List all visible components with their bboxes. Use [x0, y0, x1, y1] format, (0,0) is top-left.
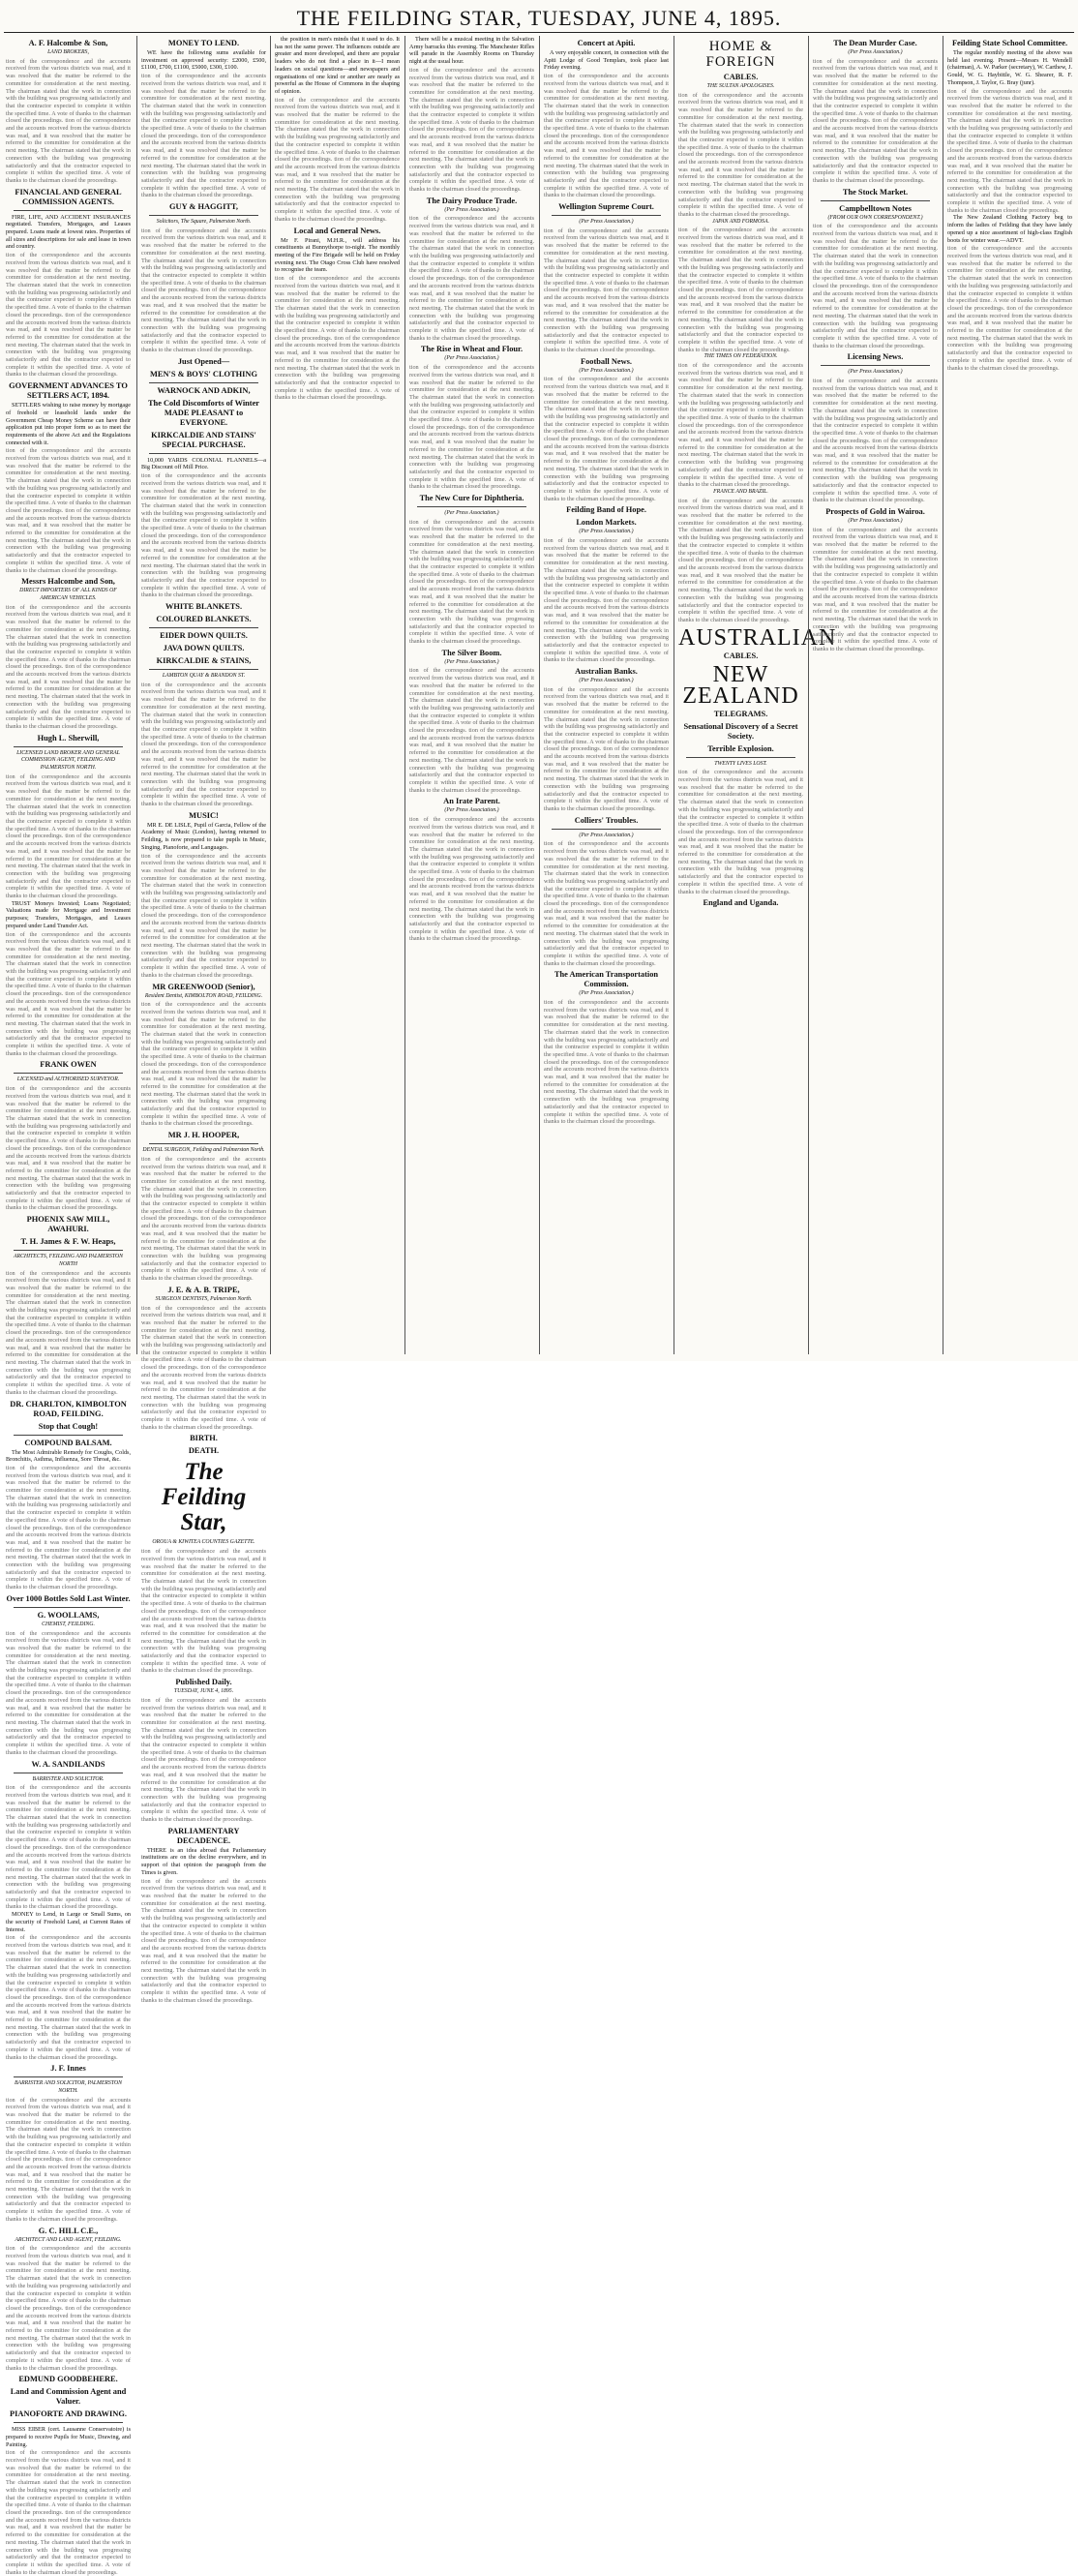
heading: (Per Press Association.)	[579, 367, 634, 374]
heading: DENTAL SURGEON, Feilding and Palmerston North.	[142, 1147, 265, 1154]
heading: BIRTH.	[190, 1434, 218, 1443]
heading: BARRISTER AND SOLICITOR, PALMERSTON NORTH.	[14, 2080, 122, 2094]
body-texture: tion of the correspondence and the accounts received from the various districts was read, and it was resolved that the matter be referred to the committee for consideration at the next meeting. The chairman stated that the work in connection with the building was progressing satisfactorily and that the contractor expected to complete it within the specified time. A vote of thanks to the chairman closed the proceedings. tion of the correspondence and the accounts received from the various districts was read, and it was resolved that the matter be referred to the committee for consideration at the next meeting. The chairman stated that the work in connection with the building was progressing satisfactorily and that the contractor expected to complete it within the specified time. A vote of thanks to the chairman closed the proceedings.	[141, 852, 266, 979]
section-divider	[552, 829, 661, 830]
body-texture: tion of the correspondence and the accounts received from the various districts was read, and it was resolved that the matter be referred to the committee for consideration at the next meeting. The chairman stated that the work in connection with the building was progressing satisfactorily and that the contractor expected to complete it within the specified time. A vote of thanks to the chairman closed the proceedings. tion of the correspondence and the accounts received from the various districts was read, and it was resolved that the matter be referred to the committee for consideration at the next meeting. The chairman stated that the work in connection with the building was progressing satisfactorily and that the contractor expected to complete it within the specified time. A vote of thanks to the chairman closed the proceedings.	[141, 1548, 266, 1675]
body-texture: tion of the correspondence and the accounts received from the various districts was read, and it was resolved that the matter be referred to the committee for consideration at the next meeting. The chairman stated that the work in connection with the building was progressing satisfactorily and that the contractor expected to complete it within the specified time. A vote of thanks to the chairman closed the proceedings. tion of the correspondence and the accounts received from the various districts was read, and it was resolved that the matter be referred to the committee for consideration at the next meeting. The chairman stated that the work in connection with the building was progressing satisfactorily and that the contractor expected to complete it within the specified time. A vote of thanks to the chairman closed the proceedings.	[141, 472, 266, 599]
heading: JAVA DOWN QUILTS.	[163, 644, 245, 653]
column-separator	[404, 36, 405, 1354]
section-divider	[149, 627, 258, 628]
body-texture: tion of the correspondence and the accounts received from the various districts was read, and it was resolved that the matter be referred to the committee for consideration at the next meeting. The chairman stated that the work in connection with the building was progressing satisfactorily and that the contractor expected to complete it within the specified time. A vote of thanks to the chairman closed the proceedings. tion of the correspondence and the accounts received from the various districts was read, and it was resolved that the matter be referred to the committee for consideration at the next meeting. The chairman stated that the work in connection with the building was progressing satisfactorily and that the contractor expected to complete it within the specified time. A vote of thanks to the chairman closed the proceedings.	[813, 526, 938, 652]
body-texture: tion of the correspondence and the accounts received from the various districts was read, and it was resolved that the matter be referred to the committee for consideration at the next meeting. The chairman stated that the work in connection with the building was progressing satisfactorily and that the contractor expected to complete it within the specified time. A vote of thanks to the chairman closed the proceedings. tion of the correspondence and the accounts received from the various districts was read, and it was resolved that the matter be referred to the committee for consideration at the next meeting. The chairman stated that the work in connection with the building was progressing satisfactorily and that the contractor expected to complete it within the specified time. A vote of thanks to the chairman closed the proceedings.	[678, 769, 803, 895]
section-divider	[149, 382, 258, 383]
heading: EIDER DOWN QUILTS.	[160, 631, 248, 641]
heading: HOME & FOREIGN	[705, 39, 776, 70]
body-texture: tion of the correspondence and the accounts received from the various districts was read, and it was resolved that the matter be referred to the committee for consideration at the next meeting. The chairman stated that the work in connection with the building was progressing satisfactorily and that the contractor expected to complete it within the specified time. A vote of thanks to the chairman closed the proceedings. tion of the correspondence and the accounts received from the various districts was read, and it was resolved that the matter be referred to the committee for consideration at the next meeting. The chairman stated that the work in connection with the building was progressing satisfactorily and that the contractor expected to complete it within the specified time. A vote of thanks to the chairman closed the proceedings.	[947, 245, 1072, 372]
heading: EDMUND GOODBEHERE.	[18, 2375, 118, 2384]
body-texture: tion of the correspondence and the accounts received from the various districts was read, and it was resolved that the matter be referred to the committee for consideration at the next meeting. The chairman stated that the work in connection with the building was progressing satisfactorily and that the contractor expected to complete it within the specified time. A vote of thanks to the chairman closed the proceedings. tion of the correspondence and the accounts received from the various districts was read, and it was resolved that the matter be referred to the committee for consideration at the next meeting. The chairman stated that the work in connection with the building was progressing satisfactorily and that the contractor expected to complete it within the specified time. A vote of thanks to the chairman closed the proceedings.	[6, 930, 131, 1057]
heading: Licensing News.	[847, 352, 904, 362]
heading: The Stock Market.	[842, 187, 909, 197]
article-text: A very enjoyable concert, in connection with the Apiti Lodge of Good Templars, took place last Friday evening.	[544, 49, 669, 72]
heading: CHEMIST, FEILDING.	[42, 1621, 95, 1627]
article-text: FIRE, LIFE, AND ACCIDENT INSURANCES negotiated. Transfers, Mortgages, and Leases prepared. Loans made at lowest rates. Properties of all sizes and descriptions for sale and lease in town and country.	[6, 213, 131, 251]
heading: (Per Press Association.)	[848, 517, 903, 524]
column-5	[544, 36, 669, 1354]
heading: SURGEON DENTISTS, Palmerston North.	[155, 1295, 253, 1302]
heading: MR GREENWOOD (Senior),	[152, 982, 255, 991]
body-texture: tion of the correspondence and the accounts received from the various districts was read, and it was resolved that the matter be referred to the committee for consideration at the next meeting. The chairman stated that the work in connection with the building was progressing satisfactorily and that the contractor expected to complete it within the specified time. A vote of thanks to the chairman closed the proceedings. tion of the correspondence and the accounts received from the various districts was read, and it was resolved that the matter be referred to the committee for consideration at the next meeting. The chairman stated that the work in connection with the building was progressing satisfactorily and that the contractor expected to complete it within the specified time. A vote of thanks to the chairman closed the proceedings.	[813, 378, 938, 504]
section-divider	[821, 365, 930, 366]
body-texture: tion of the correspondence and the accounts received from the various districts was read, and it was resolved that the matter be referred to the committee for consideration at the next meeting. The chairman stated that the work in connection with the building was progressing satisfactorily and that the contractor expected to complete it within the specified time. A vote of thanks to the chairman closed the proceedings. tion of the correspondence and the accounts received from the various districts was read, and it was resolved that the matter be referred to the committee for consideration at the next meeting. The chairman stated that the work in connection with the building was progressing satisfactorily and that the contractor expected to complete it within the specified time. A vote of thanks to the chairman closed the proceedings.	[275, 96, 400, 223]
section-divider	[149, 1143, 258, 1144]
body-texture: tion of the correspondence and the accounts received from the various districts was read, and it was resolved that the matter be referred to the committee for consideration at the next meeting. The chairman stated that the work in connection with the building was progressing satisfactorily and that the contractor expected to complete it within the specified time. A vote of thanks to the chairman closed the proceedings. tion of the correspondence and the accounts received from the various districts was read, and it was resolved that the matter be referred to the committee for consideration at the next meeting. The chairman stated that the work in connection with the building was progressing satisfactorily and that the contractor expected to complete it within the specified time. A vote of thanks to the chairman closed the proceedings.	[141, 1696, 266, 1824]
body-texture: tion of the correspondence and the accounts received from the various districts was read, and it was resolved that the matter be referred to the committee for consideration at the next meeting. The chairman stated that the work in connection with the building was progressing satisfactorily and that the contractor expected to complete it within the specified time. A vote of thanks to the chairman closed the proceedings. tion of the correspondence and the accounts received from the various districts was read, and it was resolved that the matter be referred to the committee for consideration at the next meeting. The chairman stated that the work in connection with the building was progressing satisfactorily and that the contractor expected to complete it within the specified time. A vote of thanks to the chairman closed the proceedings.	[544, 840, 669, 967]
section-divider	[149, 669, 258, 670]
heading: MEN'S & BOYS' CLOTHING	[150, 369, 257, 379]
heading: (Per Press Association.)	[579, 990, 634, 997]
body-texture: tion of the correspondence and the accounts received from the various districts was read, and it was resolved that the matter be referred to the committee for consideration at the next meeting. The chairman stated that the work in connection with the building was progressing satisfactorily and that the contractor expected to complete it within the specified time. A vote of thanks to the chairman closed the proceedings. tion of the correspondence and the accounts received from the various districts was read, and it was resolved that the matter be referred to the committee for consideration at the next meeting. The chairman stated that the work in connection with the building was progressing satisfactorily and that the contractor expected to complete it within the specified time. A vote of thanks to the chairman closed the proceedings.	[275, 275, 400, 402]
body-texture: tion of the correspondence and the accounts received from the various districts was read, and it was resolved that the matter be referred to the committee for consideration at the next meeting. The chairman stated that the work in connection with the building was progressing satisfactorily and that the contractor expected to complete it within the specified time. A vote of thanks to the chairman closed the proceedings. tion of the correspondence and the accounts received from the various districts was read, and it was resolved that the matter be referred to the committee for consideration at the next meeting. The chairman stated that the work in connection with the building was progressing satisfactorily and that the contractor expected to complete it within the specified time. A vote of thanks to the chairman closed the proceedings.	[6, 1464, 131, 1591]
body-texture: tion of the correspondence and the accounts received from the various districts was read, and it was resolved that the matter be referred to the committee for consideration at the next meeting. The chairman stated that the work in connection with the building was progressing satisfactorily and that the contractor expected to complete it within the specified time. A vote of thanks to the chairman closed the proceedings. tion of the correspondence and the accounts received from the various districts was read, and it was resolved that the matter be referred to the committee for consideration at the next meeting. The chairman stated that the work in connection with the building was progressing satisfactorily and that the contractor expected to complete it within the specified time. A vote of thanks to the chairman closed the proceedings.	[141, 681, 266, 808]
body-texture: tion of the correspondence and the accounts received from the various districts was read, and it was resolved that the matter be referred to the committee for consideration at the next meeting. The chairman stated that the work in connection with the building was progressing satisfactorily and that the contractor expected to complete it within the specified time. A vote of thanks to the chairman closed the proceedings. tion of the correspondence and the accounts received from the various districts was read, and it was resolved that the matter be referred to the committee for consideration at the next meeting. The chairman stated that the work in connection with the building was progressing satisfactorily and that the contractor expected to complete it within the specified time. A vote of thanks to the chairman closed the proceedings.	[409, 518, 534, 646]
heading: JAPAN AND FORMOSA.	[712, 218, 769, 225]
heading: Wellington Supreme Court.	[558, 202, 654, 212]
section-divider	[417, 506, 526, 507]
heading: THE TIMES ON FEDERATION.	[704, 353, 778, 360]
heading: (Per Press Association.)	[579, 219, 634, 226]
heading: Colliers' Troubles.	[574, 815, 639, 825]
heading: Hugh L. Sherwill,	[37, 733, 100, 742]
section-divider	[14, 1607, 123, 1608]
heading: (Per Press Association.)	[444, 355, 499, 362]
heading: AUSTRALIAN	[678, 624, 837, 651]
body-texture: tion of the correspondence and the accounts received from the various districts was read, and it was resolved that the matter be referred to the committee for consideration at the next meeting. The chairman stated that the work in connection with the building was progressing satisfactorily and that the contractor expected to complete it within the specified time. A vote of thanks to the chairman closed the proceedings. tion of the correspondence and the accounts received from the various districts was read, and it was resolved that the matter be referred to the committee for consideration at the next meeting. The chairman stated that the work in connection with the building was progressing satisfactorily and that the contractor expected to complete it within the specified time. A vote of thanks to the chairman closed the proceedings.	[544, 227, 669, 354]
body-texture: tion of the correspondence and the accounts received from the various districts was read, and it was resolved that the matter be referred to the committee for consideration at the next meeting. The chairman stated that the work in connection with the building was progressing satisfactorily and that the contractor expected to complete it within the specified time. A vote of thanks to the chairman closed the proceedings. tion of the correspondence and the accounts received from the various districts was read, and it was resolved that the matter be referred to the committee for consideration at the next meeting. The chairman stated that the work in connection with the building was progressing satisfactorily and that the contractor expected to complete it within the specified time. A vote of thanks to the chairman closed the proceedings.	[6, 773, 131, 900]
article-text: MR E. DE LISLE, Pupil of Garcia, Fellow of the Academy of Music (London), having returned to Feilding, is now prepared to take pupils in Music, Singing, Pianoforte, and Languages.	[141, 821, 266, 851]
article-text: The Most Admirable Remedy for Coughs, Colds, Bronchitis, Asthma, Influenza, Sore Throat, &c.	[6, 1448, 131, 1464]
heading: THE SULTAN APOLOGISES.	[706, 83, 775, 89]
paper-title-logo: The Feilding Star,	[161, 1459, 247, 1536]
heading: PIANOFORTE AND DRAWING.	[10, 2409, 127, 2419]
heading: KIRKCALDIE & STAINS,	[156, 656, 252, 666]
body-texture: tion of the correspondence and the accounts received from the various districts was read, and it was resolved that the matter be referred to the committee for consideration at the next meeting. The chairman stated that the work in connection with the building was progressing satisfactorily and that the contractor expected to complete it within the specified time. A vote of thanks to the chairman closed the proceedings. tion of the correspondence and the accounts received from the various districts was read, and it was resolved that the matter be referred to the committee for consideration at the next meeting. The chairman stated that the work in connection with the building was progressing satisfactorily and that the contractor expected to complete it within the specified time. A vote of thanks to the chairman closed the proceedings.	[141, 73, 266, 199]
heading: Stop that Cough!	[38, 1421, 99, 1431]
heading: Prospects of Gold in Wairoa.	[825, 506, 925, 516]
heading: The Dean Murder Case.	[833, 39, 917, 47]
heading: T. H. James & F. W. Heaps,	[20, 1237, 116, 1247]
heading: Feilding Band of Hope.	[566, 505, 646, 515]
heading: DIRECT IMPORTERS OF ALL KINDS OF AMERICAN VEHICLES.	[19, 588, 117, 601]
body-texture: tion of the correspondence and the accounts received from the various districts was read, and it was resolved that the matter be referred to the committee for consideration at the next meeting. The chairman stated that the work in connection with the building was progressing satisfactorily and that the contractor expected to complete it within the specified time. A vote of thanks to the chairman closed the proceedings. tion of the correspondence and the accounts received from the various districts was read, and it was resolved that the matter be referred to the committee for consideration at the next meeting. The chairman stated that the work in connection with the building was progressing satisfactorily and that the contractor expected to complete it within the specified time. A vote of thanks to the chairman closed the proceedings.	[678, 227, 803, 353]
article-text: MONEY to Lend, in Large or Small Sums, on the security of Freehold Land, at Current Rates of Interest.	[6, 1911, 131, 1933]
heading: J. F. Innes	[50, 2064, 86, 2074]
column-separator	[270, 36, 271, 1354]
article-text: WE have the following sums available for investment on approved security: £2000, £500, £1100, £700, £1100, £5000, £300, £100.	[141, 49, 266, 72]
section-divider	[14, 210, 123, 211]
section-divider	[149, 215, 258, 216]
heading: The American Transportation Commission.	[554, 970, 659, 989]
body-texture: tion of the correspondence and the accounts received from the various districts was read, and it was resolved that the matter be referred to the committee for consideration at the next meeting. The chairman stated that the work in connection with the building was progressing satisfactorily and that the contractor expected to complete it within the specified time. A vote of thanks to the chairman closed the proceedings. tion of the correspondence and the accounts received from the various districts was read, and it was resolved that the matter be referred to the committee for consideration at the next meeting. The chairman stated that the work in connection with the building was progressing satisfactorily and that the contractor expected to complete it within the specified time. A vote of thanks to the chairman closed the proceedings.	[6, 603, 131, 730]
heading: LAND BROKERS,	[47, 49, 89, 55]
heading: G. WOOLLAMS,	[37, 1610, 100, 1620]
heading: (Per Press Association.)	[579, 678, 634, 684]
column-6	[678, 36, 837, 1354]
body-texture: tion of the correspondence and the accounts received from the various districts was read, and it was resolved that the matter be referred to the committee for consideration at the next meeting. The chairman stated that the work in connection with the building was progressing satisfactorily and that the contractor expected to complete it within the specified time. A vote of thanks to the chairman closed the proceedings. tion of the correspondence and the accounts received from the various districts was read, and it was resolved that the matter be referred to the committee for consideration at the next meeting. The chairman stated that the work in connection with the building was progressing satisfactorily and that the contractor expected to complete it within the specified time. A vote of thanks to the chairman closed the proceedings.	[141, 1001, 266, 1128]
body-texture: tion of the correspondence and the accounts received from the various districts was read, and it was resolved that the matter be referred to the committee for consideration at the next meeting. The chairman stated that the work in connection with the building was progressing satisfactorily and that the contractor expected to complete it within the specified time. A vote of thanks to the chairman closed the proceedings. tion of the correspondence and the accounts received from the various districts was read, and it was resolved that the matter be referred to the committee for consideration at the next meeting. The chairman stated that the work in connection with the building was progressing satisfactorily and that the contractor expected to complete it within the specified time. A vote of thanks to the chairman closed the proceedings.	[947, 87, 1072, 214]
section-divider	[552, 215, 661, 216]
section-divider	[14, 2076, 123, 2077]
body-texture: tion of the correspondence and the accounts received from the various districts was read, and it was resolved that the matter be referred to the committee for consideration at the next meeting. The chairman stated that the work in connection with the building was progressing satisfactorily and that the contractor expected to complete it within the specified time. A vote of thanks to the chairman closed the proceedings. tion of the correspondence and the accounts received from the various districts was read, and it was resolved that the matter be referred to the committee for consideration at the next meeting. The chairman stated that the work in connection with the building was progressing satisfactorily and that the contractor expected to complete it within the specified time. A vote of thanks to the chairman closed the proceedings.	[6, 2245, 131, 2372]
article-text: THERE is an idea abroad that Parliamentary institutions are on the decline everywhere, and in support of that opinion the paragraph from the Times is given.	[141, 1846, 266, 1876]
heading: TELEGRAMS.	[713, 709, 768, 718]
heading: The Rise in Wheat and Flour.	[420, 345, 524, 354]
body-texture: tion of the correspondence and the accounts received from the various districts was read, and it was resolved that the matter be referred to the committee for consideration at the next meeting. The chairman stated that the work in connection with the building was progressing satisfactorily and that the contractor expected to complete it within the specified time. A vote of thanks to the chairman closed the proceedings. tion of the correspondence and the accounts received from the various districts was read, and it was resolved that the matter be referred to the committee for consideration at the next meeting. The chairman stated that the work in connection with the building was progressing satisfactorily and that the contractor expected to complete it within the specified time. A vote of thanks to the chairman closed the proceedings.	[6, 57, 131, 184]
heading: (Per Press Association.)	[579, 529, 634, 535]
article-text: Mr F. Pirani, M.H.R., will address his constituents at Bunnythorpe to-night. The monthly meeting of the Fire Brigade will be held on Friday evening next. The Otago Cross Club have resolved to recognise the team.	[275, 236, 400, 274]
masthead: THE FEILDING STAR, TUESDAY, JUNE 4, 1895.	[296, 6, 782, 30]
heading: Just Opened—	[177, 356, 230, 366]
body-texture: tion of the correspondence and the accounts received from the various districts was read, and it was resolved that the matter be referred to the committee for consideration at the next meeting. The chairman stated that the work in connection with the building was progressing satisfactorily and that the contractor expected to complete it within the specified time. A vote of thanks to the chairman closed the proceedings. tion of the correspondence and the accounts received from the various districts was read, and it was resolved that the matter be referred to the committee for consideration at the next meeting. The chairman stated that the work in connection with the building was progressing satisfactorily and that the contractor expected to complete it within the specified time. A vote of thanks to the chairman closed the proceedings.	[678, 362, 803, 489]
heading: ARCHITECT AND LAND AGENT, FEILDING.	[15, 2236, 122, 2243]
article-text: There will be a musical meeting in the Salvation Army barracks this evening. The Manchester Rifles will parade in the Assembly Rooms on Thursday night at the usual hour.	[409, 36, 534, 66]
body-texture: tion of the correspondence and the accounts received from the various districts was read, and it was resolved that the matter be referred to the committee for consideration at the next meeting. The chairman stated that the work in connection with the building was progressing satisfactorily and that the contractor expected to complete it within the specified time. A vote of thanks to the chairman closed the proceedings. tion of the correspondence and the accounts received from the various districts was read, and it was resolved that the matter be referred to the committee for consideration at the next meeting. The chairman stated that the work in connection with the building was progressing satisfactorily and that the contractor expected to complete it within the specified time. A vote of thanks to the chairman closed the proceedings.	[544, 537, 669, 664]
heading: FINANCIAL AND GENERAL COMMISSION AGENTS.	[15, 187, 122, 206]
heading: (Per Press Association.)	[444, 206, 499, 213]
body-texture: tion of the correspondence and the accounts received from the various districts was read, and it was resolved that the matter be referred to the committee for consideration at the next meeting. The chairman stated that the work in connection with the building was progressing satisfactorily and that the contractor expected to complete it within the specified time. A vote of thanks to the chairman closed the proceedings. tion of the correspondence and the accounts received from the various districts was read, and it was resolved that the matter be referred to the committee for consideration at the next meeting. The chairman stated that the work in connection with the building was progressing satisfactorily and that the contractor expected to complete it within the specified time. A vote of thanks to the chairman closed the proceedings.	[544, 376, 669, 502]
heading: The Silver Boom.	[441, 648, 502, 657]
article-text: SETTLERS wishing to raise money by mortgage of freehold or leasehold lands under the Government Cheap Money Scheme can have their application put into proper form so as to meet the requirements of the above Act and the Regulations connected with it.	[6, 402, 131, 446]
heading: TUESDAY, JUNE 4, 1895.	[173, 1688, 234, 1695]
body-texture: tion of the correspondence and the accounts received from the various districts was read, and it was resolved that the matter be referred to the committee for consideration at the next meeting. The chairman stated that the work in connection with the building was progressing satisfactorily and that the contractor expected to complete it within the specified time. A vote of thanks to the chairman closed the proceedings. tion of the correspondence and the accounts received from the various districts was read, and it was resolved that the matter be referred to the committee for consideration at the next meeting. The chairman stated that the work in connection with the building was progressing satisfactorily and that the contractor expected to complete it within the specified time. A vote of thanks to the chairman closed the proceedings.	[6, 1784, 131, 1911]
body-texture: tion of the correspondence and the accounts received from the various districts was read, and it was resolved that the matter be referred to the committee for consideration at the next meeting. The chairman stated that the work in connection with the building was progressing satisfactorily and that the contractor expected to complete it within the specified time. A vote of thanks to the chairman closed the proceedings. tion of the correspondence and the accounts received from the various districts was read, and it was resolved that the matter be referred to the committee for consideration at the next meeting. The chairman stated that the work in connection with the building was progressing satisfactorily and that the contractor expected to complete it within the specified time. A vote of thanks to the chairman closed the proceedings.	[6, 252, 131, 379]
body-texture: tion of the correspondence and the accounts received from the various districts was read, and it was resolved that the matter be referred to the committee for consideration at the next meeting. The chairman stated that the work in connection with the building was progressing satisfactorily and that the contractor expected to complete it within the specified time. A vote of thanks to the chairman closed the proceedings. tion of the correspondence and the accounts received from the various districts was read, and it was resolved that the matter be referred to the committee for consideration at the next meeting. The chairman stated that the work in connection with the building was progressing satisfactorily and that the contractor expected to complete it within the specified time. A vote of thanks to the chairman closed the proceedings.	[141, 227, 266, 354]
heading: An Irate Parent.	[443, 797, 500, 806]
article-text: TRUST Moneys Invested; Loans Negotiated; Valuations made for Mortgage and Investment purposes; Transfers, Mortgages, and Leases prepared under Land Transfer Act.	[6, 899, 131, 929]
heading: Football News.	[580, 356, 633, 366]
article-text: The New Zealand Clothing Factory beg to inform the ladies of Feilding that they have lately opened up a nice assortment of high-class English boots for winter wear.—ADVT.	[947, 214, 1072, 244]
body-texture: tion of the correspondence and the accounts received from the various districts was read, and it was resolved that the matter be referred to the committee for consideration at the next meeting. The chairman stated that the work in connection with the building was progressing satisfactorily and that the contractor expected to complete it within the specified time. A vote of thanks to the chairman closed the proceedings. tion of the correspondence and the accounts received from the various districts was read, and it was resolved that the matter be referred to the committee for consideration at the next meeting. The chairman stated that the work in connection with the building was progressing satisfactorily and that the contractor expected to complete it within the specified time. A vote of thanks to the chairman closed the proceedings.	[409, 215, 534, 342]
heading: LAMBTON QUAY & BRANDON ST.	[162, 673, 246, 680]
body-texture: tion of the correspondence and the accounts received from the various districts was read, and it was resolved that the matter be referred to the committee for consideration at the next meeting. The chairman stated that the work in connection with the building was progressing satisfactorily and that the contractor expected to complete it within the specified time. A vote of thanks to the chairman closed the proceedings. tion of the correspondence and the accounts received from the various districts was read, and it was resolved that the matter be referred to the committee for consideration at the next meeting. The chairman stated that the work in connection with the building was progressing satisfactorily and that the contractor expected to complete it within the specified time. A vote of thanks to the chairman closed the proceedings.	[6, 2096, 131, 2223]
heading: LICENSED LAND BROKER AND GENERAL COMMISSION AGENT, FEILDING AND PALMERSTON NORTH.	[16, 749, 120, 772]
body-texture: tion of the correspondence and the accounts received from the various districts was read, and it was resolved that the matter be referred to the committee for consideration at the next meeting. The chairman stated that the work in connection with the building was progressing satisfactorily and that the contractor expected to complete it within the specified time. A vote of thanks to the chairman closed the proceedings. tion of the correspondence and the accounts received from the various districts was read, and it was resolved that the matter be referred to the committee for consideration at the next meeting. The chairman stated that the work in connection with the building was progressing satisfactorily and that the contractor expected to complete it within the specified time. A vote of thanks to the chairman closed the proceedings.	[141, 1304, 266, 1431]
body-texture: tion of the correspondence and the accounts received from the various districts was read, and it was resolved that the matter be referred to the committee for consideration at the next meeting. The chairman stated that the work in connection with the building was progressing satisfactorily and that the contractor expected to complete it within the specified time. A vote of thanks to the chairman closed the proceedings. tion of the correspondence and the accounts received from the various districts was read, and it was resolved that the matter be referred to the committee for consideration at the next meeting. The chairman stated that the work in connection with the building was progressing satisfactorily and that the contractor expected to complete it within the specified time. A vote of thanks to the chairman closed the proceedings.	[813, 223, 938, 349]
section-divider	[14, 1250, 123, 1251]
heading: BARRISTER AND SOLICITOR.	[32, 1775, 105, 1782]
heading: FRANK OWEN	[40, 1060, 97, 1070]
heading: WARNOCK AND ADKIN,	[157, 385, 251, 395]
heading: CABLES.	[723, 73, 759, 81]
column-separator	[539, 36, 540, 1354]
column-3	[275, 36, 400, 1354]
section-divider	[14, 746, 123, 747]
body-texture: tion of the correspondence and the accounts received from the various districts was read, and it was resolved that the matter be referred to the committee for consideration at the next meeting. The chairman stated that the work in connection with the building was progressing satisfactorily and that the contractor expected to complete it within the specified time. A vote of thanks to the chairman closed the proceedings. tion of the correspondence and the accounts received from the various districts was read, and it was resolved that the matter be referred to the committee for consideration at the next meeting. The chairman stated that the work in connection with the building was progressing satisfactorily and that the contractor expected to complete it within the specified time. A vote of thanks to the chairman closed the proceedings.	[678, 497, 803, 623]
article-text: 10,000 YARDS COLONIAL FLANNELS—a Big Discount off Mill Price.	[141, 456, 266, 471]
heading: Campbelltown Notes	[839, 203, 912, 213]
heading: DR. CHARLTON, KIMBOLTON ROAD, FEILDING.	[10, 1399, 127, 1418]
heading: COLOURED BLANKETS.	[156, 615, 252, 624]
heading: W. A. SANDILANDS	[31, 1759, 105, 1769]
heading: (Per Press Association.)	[444, 807, 499, 814]
heading: London Markets.	[576, 518, 637, 528]
body-texture: tion of the correspondence and the accounts received from the various districts was read, and it was resolved that the matter be referred to the committee for consideration at the next meeting. The chairman stated that the work in connection with the building was progressing satisfactorily and that the contractor expected to complete it within the specified time. A vote of thanks to the chairman closed the proceedings. tion of the correspondence and the accounts received from the various districts was read, and it was resolved that the matter be referred to the committee for consideration at the next meeting. The chairman stated that the work in connection with the building was progressing satisfactorily and that the contractor expected to complete it within the specified time. A vote of thanks to the chairman closed the proceedings.	[6, 447, 131, 574]
body-texture: tion of the correspondence and the accounts received from the various districts was read, and it was resolved that the matter be referred to the committee for consideration at the next meeting. The chairman stated that the work in connection with the building was progressing satisfactorily and that the contractor expected to complete it within the specified time. A vote of thanks to the chairman closed the proceedings. tion of the correspondence and the accounts received from the various districts was read, and it was resolved that the matter be referred to the committee for consideration at the next meeting. The chairman stated that the work in connection with the building was progressing satisfactorily and that the contractor expected to complete it within the specified time. A vote of thanks to the chairman closed the proceedings.	[6, 1629, 131, 1756]
section-divider	[149, 453, 258, 454]
heading: COMPOUND BALSAM.	[24, 1438, 112, 1447]
body-texture: tion of the correspondence and the accounts received from the various districts was read, and it was resolved that the matter be referred to the committee for consideration at the next meeting. The chairman stated that the work in connection with the building was progressing satisfactorily and that the contractor expected to complete it within the specified time. A vote of thanks to the chairman closed the proceedings. tion of the correspondence and the accounts received from the various districts was read, and it was resolved that the matter be referred to the committee for consideration at the next meeting. The chairman stated that the work in connection with the building was progressing satisfactorily and that the contractor expected to complete it within the specified time. A vote of thanks to the chairman closed the proceedings.	[6, 1934, 131, 2061]
heading: FRANCE AND BRAZIL.	[713, 488, 768, 495]
column-8	[947, 36, 1072, 1354]
heading: Published Daily.	[175, 1678, 232, 1687]
body-texture: tion of the correspondence and the accounts received from the various districts was read, and it was resolved that the matter be referred to the committee for consideration at the next meeting. The chairman stated that the work in connection with the building was progressing satisfactorily and that the contractor expected to complete it within the specified time. A vote of thanks to the chairman closed the proceedings. tion of the correspondence and the accounts received from the various districts was read, and it was resolved that the matter be referred to the committee for consideration at the next meeting. The chairman stated that the work in connection with the building was progressing satisfactorily and that the contractor expected to complete it within the specified time. A vote of thanks to the chairman closed the proceedings.	[544, 999, 669, 1126]
column-separator	[136, 36, 137, 1354]
heading: CABLES.	[723, 651, 759, 660]
column-separator	[808, 36, 809, 1354]
heading: DEATH.	[188, 1446, 220, 1456]
section-divider	[686, 757, 795, 758]
body-texture: tion of the correspondence and the accounts received from the various districts was read, and it was resolved that the matter be referred to the committee for consideration at the next meeting. The chairman stated that the work in connection with the building was progressing satisfactorily and that the contractor expected to complete it within the specified time. A vote of thanks to the chairman closed the proceedings. tion of the correspondence and the accounts received from the various districts was read, and it was resolved that the matter be referred to the committee for consideration at the next meeting. The chairman stated that the work in connection with the building was progressing satisfactorily and that the contractor expected to complete it within the specified time. A vote of thanks to the chairman closed the proceedings.	[678, 91, 803, 218]
body-texture: tion of the correspondence and the accounts received from the various districts was read, and it was resolved that the matter be referred to the committee for consideration at the next meeting. The chairman stated that the work in connection with the building was progressing satisfactorily and that the contractor expected to complete it within the specified time. A vote of thanks to the chairman closed the proceedings. tion of the correspondence and the accounts received from the various districts was read, and it was resolved that the matter be referred to the committee for consideration at the next meeting. The chairman stated that the work in connection with the building was progressing satisfactorily and that the contractor expected to complete it within the specified time. A vote of thanks to the chairman closed the proceedings.	[6, 1269, 131, 1396]
column-1	[6, 36, 131, 2576]
heading: PHOENIX SAW MILL, AWAHURI.	[26, 1215, 110, 1234]
heading: G. C. HILL C.E.,	[38, 2226, 99, 2235]
heading: GOVERNMENT ADVANCES TO SETTLERS ACT, 1894.	[9, 381, 128, 401]
heading: The New Cure for Diphtheria.	[419, 494, 524, 503]
heading: Solicitors, The Square, Palmerston North.	[156, 219, 252, 226]
body-texture: tion of the correspondence and the accounts received from the various districts was read, and it was resolved that the matter be referred to the committee for consideration at the next meeting. The chairman stated that the work in connection with the building was progressing satisfactorily and that the contractor expected to complete it within the specified time. A vote of thanks to the chairman closed the proceedings. tion of the correspondence and the accounts received from the various districts was read, and it was resolved that the matter be referred to the committee for consideration at the next meeting. The chairman stated that the work in connection with the building was progressing satisfactorily and that the contractor expected to complete it within the specified time. A vote of thanks to the chairman closed the proceedings.	[544, 73, 669, 199]
heading: MR J. H. HOOPER,	[167, 1131, 240, 1140]
masthead-rule	[4, 32, 1074, 33]
heading: Local and General News.	[293, 226, 381, 235]
body-texture: tion of the correspondence and the accounts received from the various districts was read, and it was resolved that the matter be referred to the committee for consideration at the next meeting. The chairman stated that the work in connection with the building was progressing satisfactorily and that the contractor expected to complete it within the specified time. A vote of thanks to the chairman closed the proceedings. tion of the correspondence and the accounts received from the various districts was read, and it was resolved that the matter be referred to the committee for consideration at the next meeting. The chairman stated that the work in connection with the building was progressing satisfactorily and that the contractor expected to complete it within the specified time. A vote of thanks to the chairman closed the proceedings.	[409, 816, 534, 943]
heading: MUSIC!	[189, 810, 219, 820]
heading: A. F. Halcombe & Son,	[28, 39, 108, 47]
body-texture: tion of the correspondence and the accounts received from the various districts was read, and it was resolved that the matter be referred to the committee for consideration at the next meeting. The chairman stated that the work in connection with the building was progressing satisfactorily and that the contractor expected to complete it within the specified time. A vote of thanks to the chairman closed the proceedings. tion of the correspondence and the accounts received from the various districts was read, and it was resolved that the matter be referred to the committee for consideration at the next meeting. The chairman stated that the work in connection with the building was progressing satisfactorily and that the contractor expected to complete it within the specified time. A vote of thanks to the chairman closed the proceedings.	[813, 57, 938, 184]
section-divider	[14, 2422, 123, 2423]
heading: WHITE BLANKETS.	[165, 602, 243, 612]
column-7	[813, 36, 938, 1354]
body-texture: tion of the correspondence and the accounts received from the various districts was read, and it was resolved that the matter be referred to the committee for consideration at the next meeting. The chairman stated that the work in connection with the building was progressing satisfactorily and that the contractor expected to complete it within the specified time. A vote of thanks to the chairman closed the proceedings. tion of the correspondence and the accounts received from the various districts was read, and it was resolved that the matter be referred to the committee for consideration at the next meeting. The chairman stated that the work in connection with the building was progressing satisfactorily and that the contractor expected to complete it within the specified time. A vote of thanks to the chairman closed the proceedings.	[409, 667, 534, 794]
heading: Land and Commission Agent and Valuer.	[10, 2387, 127, 2407]
body-texture: tion of the correspondence and the accounts received from the various districts was read, and it was resolved that the matter be referred to the committee for consideration at the next meeting. The chairman stated that the work in connection with the building was progressing satisfactorily and that the contractor expected to complete it within the specified time. A vote of thanks to the chairman closed the proceedings. tion of the correspondence and the accounts received from the various districts was read, and it was resolved that the matter be referred to the committee for consideration at the next meeting. The chairman stated that the work in connection with the building was progressing satisfactorily and that the contractor expected to complete it within the specified time. A vote of thanks to the chairman closed the proceedings.	[6, 2449, 131, 2576]
heading: Australian Banks.	[575, 667, 638, 677]
heading: GUY & HAGGITT,	[169, 202, 238, 212]
heading: Resident Dentist, KIMBOLTON ROAD, FEILDING.	[144, 992, 263, 999]
column-2	[141, 36, 266, 2004]
column-4	[409, 36, 534, 1354]
body-texture: tion of the correspondence and the accounts received from the various districts was read, and it was resolved that the matter be referred to the committee for consideration at the next meeting. The chairman stated that the work in connection with the building was progressing satisfactorily and that the contractor expected to complete it within the specified time. A vote of thanks to the chairman closed the proceedings. tion of the correspondence and the accounts received from the various districts was read, and it was resolved that the matter be referred to the committee for consideration at the next meeting. The chairman stated that the work in connection with the building was progressing satisfactorily and that the contractor expected to complete it within the specified time. A vote of thanks to the chairman closed the proceedings.	[409, 66, 534, 194]
heading: J. E. & A. B. TRIPE,	[167, 1285, 240, 1294]
heading: England and Uganda.	[703, 898, 779, 908]
heading: Over 1000 Bottles Sold Last Winter.	[6, 1593, 131, 1603]
body-texture: tion of the correspondence and the accounts received from the various districts was read, and it was resolved that the matter be referred to the committee for consideration at the next meeting. The chairman stated that the work in connection with the building was progressing satisfactorily and that the contractor expected to complete it within the specified time. A vote of thanks to the chairman closed the proceedings. tion of the correspondence and the accounts received from the various districts was read, and it was resolved that the matter be referred to the committee for consideration at the next meeting. The chairman stated that the work in connection with the building was progressing satisfactorily and that the contractor expected to complete it within the specified time. A vote of thanks to the chairman closed the proceedings.	[6, 1085, 131, 1212]
heading: MONEY TO LEND.	[167, 39, 240, 47]
heading: (Per Press Association.)	[848, 49, 903, 55]
article-text: The regular monthly meeting of the above was held last evening. Present—Messrs H. Wendell (chairman), A. W. Parker (secretary), W. Carthew, J. Gould, W. G. Haybittle, W. G. Shearer, R. F. Thompson, J. Taylor, G. Bray (junr).	[947, 49, 1072, 86]
heading: (Per Press Association.)	[444, 510, 499, 517]
body-texture: tion of the correspondence and the accounts received from the various districts was read, and it was resolved that the matter be referred to the committee for consideration at the next meeting. The chairman stated that the work in connection with the building was progressing satisfactorily and that the contractor expected to complete it within the specified time. A vote of thanks to the chairman closed the proceedings. tion of the correspondence and the accounts received from the various districts was read, and it was resolved that the matter be referred to the committee for consideration at the next meeting. The chairman stated that the work in connection with the building was progressing satisfactorily and that the contractor expected to complete it within the specified time. A vote of thanks to the chairman closed the proceedings.	[141, 1877, 266, 2004]
article-text: MISS EIBER (cert. Lausanne Conservatoire) is prepared to receive Pupils for Music, Drawing, and Painting.	[6, 2426, 131, 2448]
heading: Terrible Explosion.	[707, 743, 774, 753]
heading: OROUA & KIWITEA COUNTIES GAZETTE.	[152, 1539, 255, 1546]
heading: KIRKCALDIE AND STAINS' SPECIAL PURCHASE.	[151, 430, 256, 449]
body-texture: tion of the correspondence and the accounts received from the various districts was read, and it was resolved that the matter be referred to the committee for consideration at the next meeting. The chairman stated that the work in connection with the building was progressing satisfactorily and that the contractor expected to complete it within the specified time. A vote of thanks to the chairman closed the proceedings. tion of the correspondence and the accounts received from the various districts was read, and it was resolved that the matter be referred to the committee for consideration at the next meeting. The chairman stated that the work in connection with the building was progressing satisfactorily and that the contractor expected to complete it within the specified time. A vote of thanks to the chairman closed the proceedings.	[409, 364, 534, 491]
section-divider	[14, 1073, 123, 1074]
section-divider	[14, 1435, 123, 1436]
body-texture: tion of the correspondence and the accounts received from the various districts was read, and it was resolved that the matter be referred to the committee for consideration at the next meeting. The chairman stated that the work in connection with the building was progressing satisfactorily and that the contractor expected to complete it within the specified time. A vote of thanks to the chairman closed the proceedings. tion of the correspondence and the accounts received from the various districts was read, and it was resolved that the matter be referred to the committee for consideration at the next meeting. The chairman stated that the work in connection with the building was progressing satisfactorily and that the contractor expected to complete it within the specified time. A vote of thanks to the chairman closed the proceedings.	[544, 685, 669, 812]
heading: (Per Press Association.)	[579, 832, 634, 838]
heading: Messrs Halcombe and Son,	[21, 577, 115, 587]
heading: (Per Press Association.)	[848, 369, 903, 376]
heading: (FROM OUR OWN CORRESPONDENT.)	[827, 214, 923, 221]
heading: TWENTY LIVES LOST.	[714, 760, 767, 767]
heading: ARCHITECTS, FEILDING AND PALMERSTON NORTH	[13, 1254, 124, 1267]
heading: Sensational Discovery of a Secret Society.	[683, 721, 798, 741]
heading: LICENSED and AUTHORISED SURVEYOR.	[16, 1076, 120, 1083]
heading: Feilding State School Committee.	[951, 39, 1068, 47]
section-divider	[821, 200, 930, 201]
heading: NEW ZEALAND	[682, 661, 799, 709]
body-texture: tion of the correspondence and the accounts received from the various districts was read, and it was resolved that the matter be referred to the committee for consideration at the next meeting. The chairman stated that the work in connection with the building was progressing satisfactorily and that the contractor expected to complete it within the specified time. A vote of thanks to the chairman closed the proceedings. tion of the correspondence and the accounts received from the various districts was read, and it was resolved that the matter be referred to the committee for consideration at the next meeting. The chairman stated that the work in connection with the building was progressing satisfactorily and that the contractor expected to complete it within the specified time. A vote of thanks to the chairman closed the proceedings.	[141, 1155, 266, 1283]
heading: PARLIAMENTARY DECADENCE.	[167, 1826, 240, 1845]
heading: The Dairy Produce Trade.	[426, 196, 518, 205]
heading: (Per Press Association.)	[444, 658, 499, 665]
heading: Concert at Apiti.	[577, 39, 636, 47]
article-text: the position in men's minds that it used to do. It has not the same power. The influences outside are greater and more developed, and there are popular leaders who do not find a place in it—I mean leaders on social questions—and newspapers and organisations of one kind or another are nearly as powerful as the House of Commons in the shaping of opinion.	[275, 36, 400, 95]
heading: The Cold Discomforts of Winter MADE PLEASANT to EVERYONE.	[147, 398, 260, 427]
